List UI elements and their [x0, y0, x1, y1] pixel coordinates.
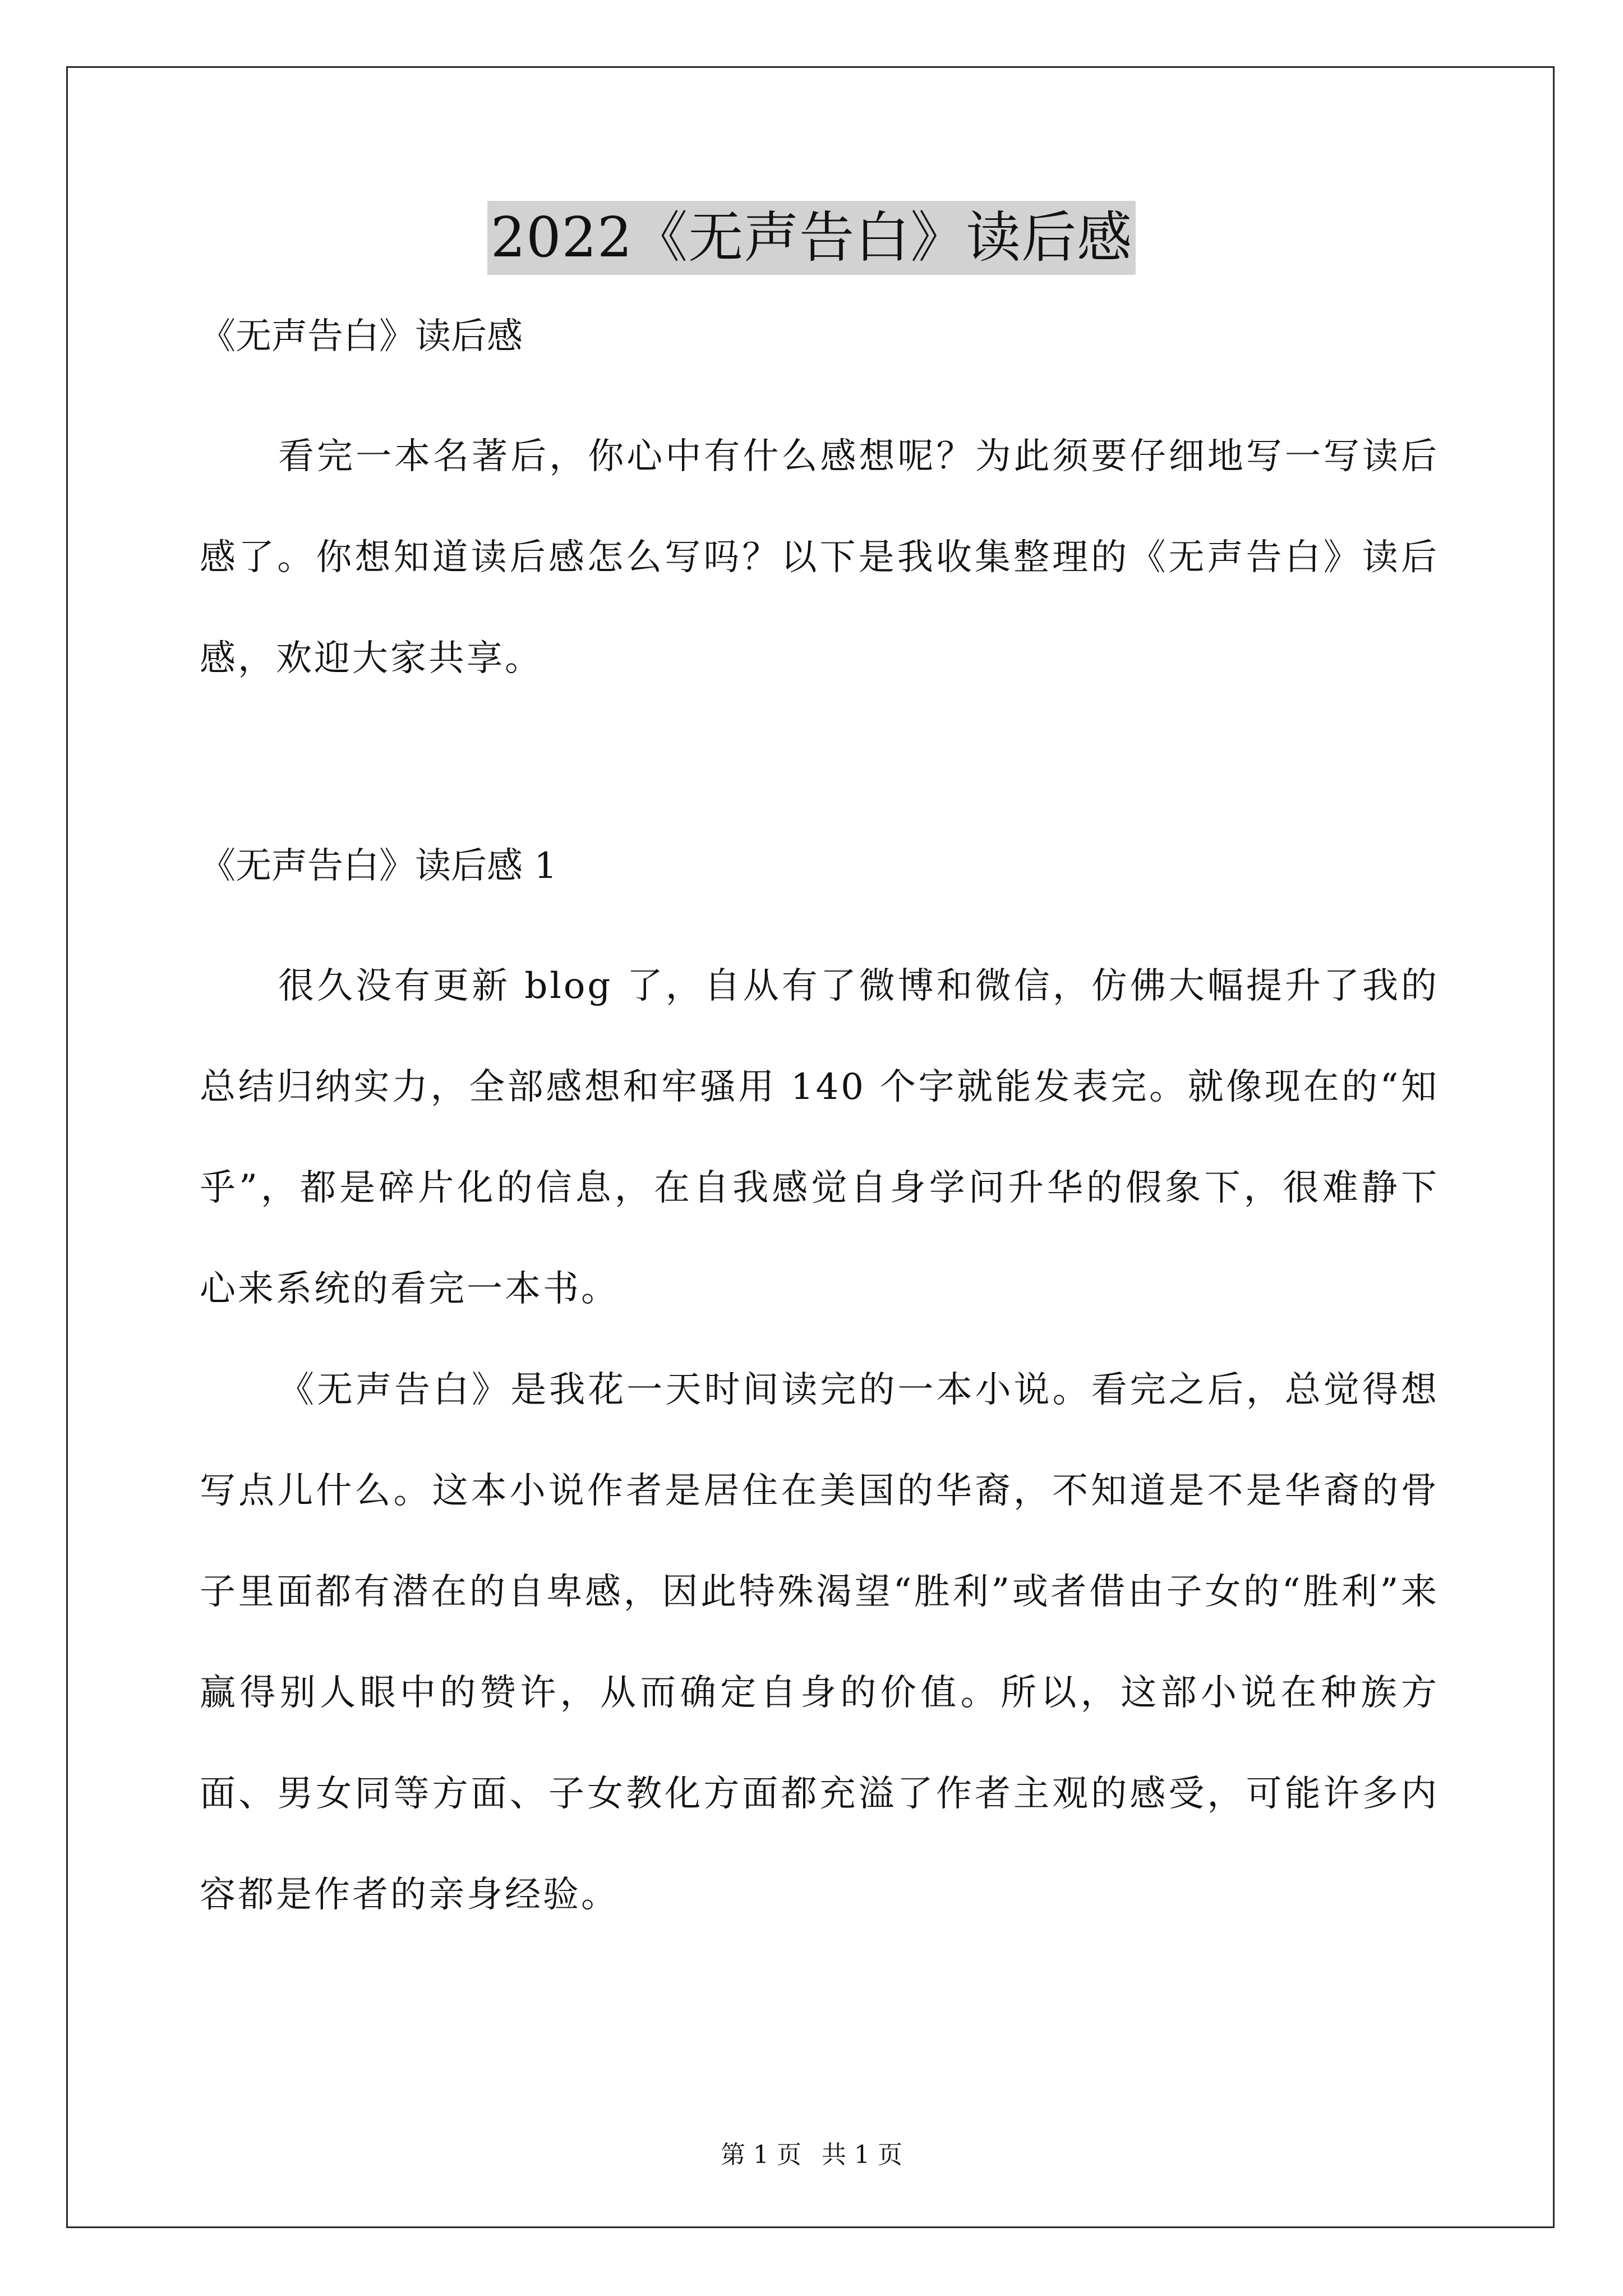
section1-heading: 《无声告白》读后感 1	[200, 845, 557, 887]
section1-paragraph-2: 《无声告白》是我花一天时间读完的一本小说。看完之后，总觉得想写点儿什么。这本小说作者是居住在美国的华裔，不知道是不是华裔的骨子里面都有潜在的自卑感，因此特殊渴望“胜利”或者借由子女的“胜利”来赢得别人眼中的赞许，从而确定自身的价值。所以，这部小说在种族方面、男女同等方面、子女教化方面都充溢了作者主观的感受，可能许多内容都是作者的亲身经验。	[200, 1369, 1439, 1916]
intro-heading: 《无声告白》读后感	[200, 316, 523, 357]
page-footer	[0, 2138, 1623, 2172]
document-body	[200, 314, 1439, 1945]
section1-paragraph-1: 很久没有更新 blog 了，自从有了微博和微信，仿佛大幅提升了我的总结归纳实力，全部感想和牢骚用 140 个字就能发表完。就像现在的“知乎”，都是碎片化的信息，在自我感觉自身学问升华的假象下，很难静下心来系统的看完一本书。	[200, 965, 1439, 1310]
document-title: 2022《无声告白》读后感	[487, 201, 1136, 275]
page-number: 第 1 页	[721, 2141, 801, 2169]
section-spacer	[200, 709, 1439, 844]
intro-paragraph: 看完一本名著后，你心中有什么感想呢？为此须要仔细地写一写读后感了。你想知道读后感怎么写吗？以下是我收集整理的《无声告白》读后感，欢迎大家共享。	[200, 436, 1439, 679]
spacer	[200, 359, 1439, 406]
page-total: 共 1 页	[822, 2141, 902, 2169]
title-container	[0, 201, 1623, 275]
spacer	[200, 889, 1439, 936]
